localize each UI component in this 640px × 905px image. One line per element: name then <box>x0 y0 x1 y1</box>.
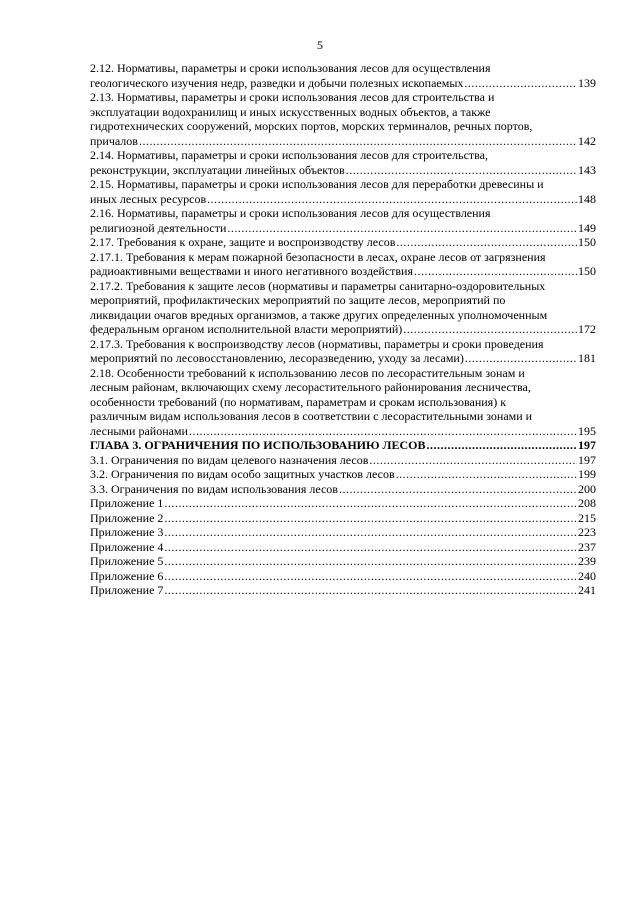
toc-entry-title: Приложение 5 <box>90 554 164 568</box>
toc-entry-last-line <box>90 482 596 497</box>
toc-entry-last-line <box>90 511 596 526</box>
toc-entry-line: ликвидации очагов вредных организмов, а также других определенных уполномоченным <box>90 307 548 322</box>
toc-entry-line: 2.16. Нормативы, параметры и сроки использования лесов для осуществления <box>90 206 491 220</box>
toc-page-number: 215 <box>578 510 596 525</box>
dot-leader <box>339 482 577 497</box>
toc-entry-title: причалов <box>90 133 138 148</box>
toc-entry-line: 2.17.2. Требования к защите лесов (нормативы и параметры санитарно-оздоровительных <box>90 278 546 293</box>
dot-leader <box>164 525 577 540</box>
toc-entry-line: 2.13. Нормативы, параметры и сроки использования лесов для строительства и <box>90 90 495 104</box>
toc-entry[interactable] <box>90 337 596 366</box>
toc-entry-last-line <box>90 540 596 555</box>
toc-entry[interactable] <box>90 366 596 439</box>
toc-entry-last-line <box>90 424 596 439</box>
toc-page-number: 172 <box>578 322 596 336</box>
toc-page-number: 181 <box>578 351 596 365</box>
table-of-contents <box>90 61 596 598</box>
toc-entry-line: 2.18. Особенности требований к использованию лесов по лесорастительным зонам и <box>90 365 525 380</box>
toc-entry[interactable] <box>90 583 596 598</box>
toc-entry-last-line <box>90 76 596 91</box>
toc-entry[interactable] <box>90 206 596 235</box>
toc-entry-line: 2.17.1. Требования к мерам пожарной безопасности в лесах, охране лесов от загрязнения <box>90 249 546 264</box>
dot-leader <box>164 583 577 598</box>
dot-leader <box>414 264 577 279</box>
toc-entry-title: иных лесных ресурсов <box>90 191 207 206</box>
dot-leader <box>403 322 577 337</box>
toc-entry-last-line <box>90 583 596 598</box>
toc-entry-title: Приложение 3 <box>90 525 164 539</box>
toc-page-number: 199 <box>578 467 596 481</box>
toc-entry-last-line <box>90 192 596 207</box>
toc-entry-last-line <box>90 438 596 453</box>
dot-leader <box>396 235 577 250</box>
dot-leader <box>227 221 577 236</box>
toc-entry-line: эксплуатации водохранилищ и иных искусственных водных объектов, а также <box>90 104 491 119</box>
toc-entry[interactable] <box>90 554 596 569</box>
toc-page-number: 200 <box>578 481 596 496</box>
toc-entry-title: лесными районами <box>90 423 188 438</box>
toc-page-number: 142 <box>578 133 596 148</box>
dot-leader <box>465 351 577 366</box>
toc-entry-title: Приложение 4 <box>90 539 164 554</box>
toc-entry[interactable] <box>90 540 596 555</box>
toc-entry-title: Приложение 6 <box>90 568 164 583</box>
toc-entry-line: лесным районам, включающих схему лесорастительного районирования лесничества, <box>90 380 531 394</box>
toc-page-number: 239 <box>578 554 596 568</box>
toc-entry-line: 2.14. Нормативы, параметры и сроки использования лесов для строительства, <box>90 148 488 162</box>
page-number: 5 <box>317 38 323 52</box>
toc-page-number: 237 <box>578 539 596 554</box>
toc-entry[interactable] <box>90 569 596 584</box>
toc-entry-last-line <box>90 496 596 511</box>
toc-entry-last-line <box>90 467 596 482</box>
dot-leader <box>164 511 577 526</box>
toc-entry-line: особенности требований (по нормативам, параметрам и срокам использования) к <box>90 394 507 409</box>
dot-leader <box>207 192 577 207</box>
toc-entry-title: мероприятий по лесовосстановлению, лесоразведению, уходу за лесами) <box>90 351 464 365</box>
toc-entry-title: 3.3. Ограничения по видам использования лесов <box>90 481 338 496</box>
toc-entry-title: религиозной деятельности <box>90 220 227 235</box>
toc-entry[interactable] <box>90 453 596 468</box>
toc-page-number: 143 <box>578 162 596 177</box>
toc-entry-line: 2.15. Нормативы, параметры и сроки использования лесов для переработки древесины и <box>90 177 544 191</box>
toc-entry-title: Приложение 7 <box>90 583 164 597</box>
dot-leader <box>164 540 577 555</box>
toc-entry-title: геологического изучения недр, разведки и добычи полезных ископаемых <box>90 75 464 90</box>
toc-entry[interactable] <box>90 177 596 206</box>
dot-leader <box>426 438 577 453</box>
toc-page-number: 150 <box>578 235 596 249</box>
toc-entry-line: 2.12. Нормативы, параметры и сроки использования лесов для осуществления <box>90 61 491 75</box>
toc-entry-line: различным видам использования лесов в соответствии с лесорастительными зонами и <box>90 409 533 423</box>
toc-page-number: 150 <box>578 264 596 278</box>
toc-entry-last-line <box>90 264 596 279</box>
toc-entry-last-line <box>90 525 596 540</box>
dot-leader <box>369 453 577 468</box>
toc-page-number: 223 <box>578 525 596 539</box>
toc-entry-title: 3.2. Ограничения по видам особо защитных участков лесов <box>90 467 395 481</box>
toc-entry-line: мероприятий, профилактических мероприятий по защите лесов, мероприятий по <box>90 293 506 307</box>
toc-entry-line: 2.17.3. Требования к воспроизводству лесов (нормативы, параметры и сроки проведения <box>90 336 544 351</box>
toc-entry-line: гидротехнических сооружений, морских портов, морских терминалов, речных портов, <box>90 119 533 133</box>
dot-leader <box>164 554 577 569</box>
toc-entry[interactable] <box>90 482 596 497</box>
dot-leader <box>189 424 577 439</box>
toc-page-number: 139 <box>578 75 596 90</box>
toc-page-number: 240 <box>578 568 596 583</box>
toc-page-number: 148 <box>578 191 596 206</box>
toc-entry[interactable] <box>90 279 596 337</box>
dot-leader <box>396 467 577 482</box>
toc-entry-title: 3.1. Ограничения по видам целевого назначения лесов <box>90 452 369 467</box>
toc-entry-last-line <box>90 134 596 149</box>
toc-entry[interactable] <box>90 148 596 177</box>
toc-entry-title: реконструкции, эксплуатации линейных объектов <box>90 162 345 177</box>
toc-entry-title: ГЛАВА 3. ОГРАНИЧЕНИЯ ПО ИСПОЛЬЗОВАНИЮ ЛЕСОВ <box>90 438 426 452</box>
toc-entry-last-line <box>90 235 596 250</box>
toc-entry-last-line <box>90 322 596 337</box>
toc-entry[interactable] <box>90 511 596 526</box>
dot-leader <box>346 163 577 178</box>
toc-entry-last-line <box>90 569 596 584</box>
toc-entry-title: Приложение 1 <box>90 496 164 510</box>
toc-entry-last-line <box>90 453 596 468</box>
toc-page-number: 195 <box>578 423 596 438</box>
toc-page-number: 197 <box>578 452 596 467</box>
toc-entry[interactable] <box>90 525 596 540</box>
toc-entry[interactable] <box>90 496 596 511</box>
toc-entry-last-line <box>90 221 596 236</box>
toc-entry-title: 2.17. Требования к охране, защите и воспроизводству лесов <box>90 235 396 249</box>
toc-entry-last-line <box>90 163 596 178</box>
toc-entry[interactable] <box>90 250 596 279</box>
toc-entry[interactable] <box>90 61 596 90</box>
toc-page-number: 208 <box>578 496 596 510</box>
toc-page-number: 241 <box>578 583 596 597</box>
toc-entry[interactable] <box>90 467 596 482</box>
toc-chapter-entry[interactable] <box>90 438 596 453</box>
toc-page-number: 197 <box>578 438 596 452</box>
dot-leader <box>464 76 577 91</box>
dot-leader <box>164 496 577 511</box>
dot-leader <box>139 134 577 149</box>
toc-entry-title: федеральным органом исполнительной власти мероприятий) <box>90 322 403 336</box>
dot-leader <box>164 569 577 584</box>
toc-entry[interactable] <box>90 90 596 148</box>
toc-entry-title: радиоактивными веществами и иного негативного воздействия <box>90 264 413 278</box>
toc-entry-title: Приложение 2 <box>90 510 164 525</box>
toc-entry-last-line <box>90 554 596 569</box>
toc-entry-last-line <box>90 351 596 366</box>
toc-page-number: 149 <box>578 220 596 235</box>
toc-entry[interactable] <box>90 235 596 250</box>
